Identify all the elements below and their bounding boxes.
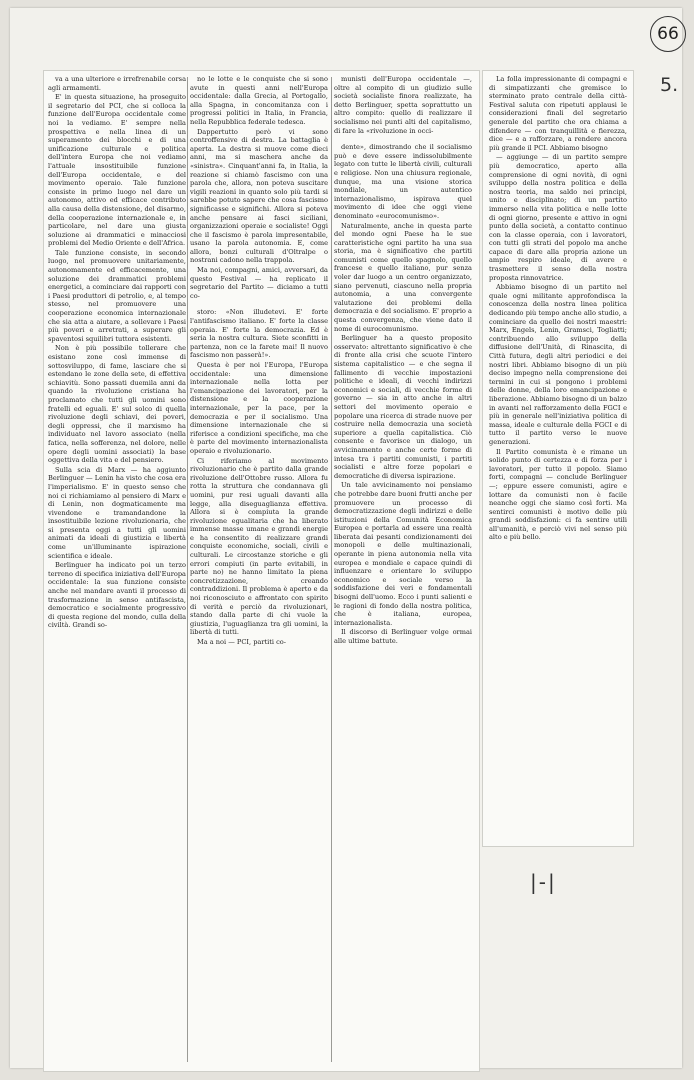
paragraph: Ci riferiamo al movimento rivoluzionario che è partito dalla grande rivoluzione dell'Ottobre russo. Allora fu rotta la struttura che condannava gli uomini, pur resi uguali davanti alla legge, alla diseguaglianza effettiva. Allora si è compiuta la grande rivoluzione egualitaria che ha liberato immense masse umane e grandi energie e ha consentito di realizzare grandi conquiste economiche, sociali, civili e culturali. Le circostanze storiche e gli errori compiuti (in parte evitabili, in parte no) ne hanno limitato la piena concretizzazione, creando contraddizioni. Il problema è aperto e da noi riconosciuto e affrontato con spirito di verità e perciò da rivoluzionari, stando dalla parte di chi vuole la giustizia, l'uguaglianza tra gli uomini, la libertà di tutti. [190,456,328,637]
paragraph: Ma a noi — PCI, partiti co- [197,638,287,646]
paragraph: E' in questa situazione, ha proseguito il segretario del PCI, che si colloca la funzione dell'Europa occidentale come noi la vediamo. E' sempre nella prospettiva e nella linea di un superamento dei blocchi e di una unificazione culturale e politica dell'intera Europa che noi vediamo l'attuale insostituibile funzione dell'Europa occidentale, e del movimento operaio. Tale funzione consiste in primo luogo nel dare un autonomo, attivo ed efficace contributo alla causa della distensione, del disarmo, della cooperazione internazionale e, in particolare, nel dare una giusta soluzione ai drammatici e minacciosi problemi del Medio Oriente e dell'Africa. [48,93,186,248]
paragraph: Dappertutto però vi sono controffensive di destra. La battaglia è aperta. La destra si muove come dieci anni, ma si maschera anche da «sinistra». Cinquant'anni fa, in Italia, la reazione si chiamò fascismo con una parola che, allora, non poteva suscitare vigili reazioni in quanto solo più tardi si sarebbe potuto sapere che cosa fascismo significasse e significhi. Allora si poteva anche pensare ai fasci siciliani, organizzazioni operaie e socialiste! Oggi che il fascismo è parola impresentabile, usano la parola autonomia. E, come allora, bonzi culturali d'Oltralpe o nostrani cadono nella trappola. [190,127,328,265]
handwritten-end-mark: |-| [530,870,557,894]
column-divider [331,77,332,1062]
newspaper-clipping-main [43,70,480,1072]
archive-sheet [10,8,682,1068]
paragraph: Naturalmente, anche in questa parte del mondo ogni Paese ha le sue caratteristiche ogni partito ha una sua storia, ma è significativo che partiti comunisti come quello spagnolo, quello francese e quello italiano, pur senza voler dar luogo a un centro organizzato, siano pervenuti, ciascuno nella propria autonomia, a una convergente valutazione dei problemi della democrazia e del socialismo. E' proprio a questa convergenza, che viene dato il nome di eurocomunismo. [334,221,472,333]
paragraph: Abbiamo bisogno di un partito nel quale ogni militante approfondisca la conoscenza della nostra linea politica dedicando più tempo anche allo studio, a cominciare da quello dei nostri maestri: Marx, Engels, Lenin, Gramsci, Togliatti; contribuendo allo sviluppo della diffusione dell'Unità, di Rinascita, di Città futura, degli altri periodici e dei nostri libri. Abbiamo bisogno di un più deciso impegno nella comprensione dei termini in cui si pongono i problemi delle donne, della loro emancipazione e liberazione. Abbiamo bisogno di un balzo in avanti nel rafforzamento della FGCI e più in generale nell'iniziativa politica di massa, ideale e culturale della FGCI e di tutto il partito verso le nuove generazioni. [489,283,627,446]
folio-mark: 5. [660,74,679,96]
newspaper-clipping-side [482,70,634,847]
paragraph: Non è più possibile tollerare che esistano zone così immense di sottosviluppo, di fame, lasciare che si estendano le zone della sete, di effettiva schiavitù. Sono passati duemila anni da quando la rivoluzione cristiana ha proclamato che tutti gli uomini sono fratelli ed eguali. E' sul solco di quella rivoluzione degli schiavi, dei poveri, degli oppressi, che il marxismo ha individuato nel lavoro associato (nella fatica, nella sofferenza, nel dolore, nelle opere degli uomini associati) la base oggettiva della vita e del pensiero. [48,344,186,465]
paragraph: Tale funzione consiste, in secondo luogo, nel promuovere unitariamente, autonomamente ed efficacemente, una soluzione dei drammatici problemi energetici, a cominciare dai rapporti con i Paesi produttori di petrolio, e, al tempo stesso, nel promuovere una cooperazione economica internazionale che sia atta a aiutare, a sollevare i Paesi più poveri e arretrati, a superare gli spaventosi squilibri tuttora esistenti. [48,248,186,343]
paragraph: — aggiunge — di un partito sempre più democratico, aperto alla comprensione di ogni novità, di ogni sviluppo della nostra politica e della nostra teoria, ma saldo nei principi, unito e disciplinato; di un partito immerso nella vita politica e nelle lotte di ogni giorno, presente e attivo in ogni punto della società, a contatto continuo con la classe operaia, con i lavoratori, con tutti gli strati del popolo ma anche capace di dare alla propria azione un ampio respiro ideale, di avere e trasmettere il senso della nostra proposta rinnovatrice. [489,153,627,282]
article-column-3 [334,75,472,1065]
column-divider [187,77,188,1062]
paragraph: munisti dell'Europa occidentale —, oltre al compito di un giudizio sulle società socialiste finora realizzate, ha detto Berlinguer, spetta soprattutto un altro compito: quello di realizzare il socialismo nei punti alti del capitalismo, di fare la «rivoluzione in occi- [334,75,472,135]
paragraph: Il discorso di Berlinguer volge ormai alle ultime battute. [334,628,472,645]
paragraph: no le lotte e le conquiste che si sono avute in questi anni nell'Europa occidentale: dalla Grecia, al Portogallo, alla Spagna, in concomitanza con i progressi politici in Italia, in Francia, nella Repubblica federale tedesca. [190,75,328,126]
page-number-circled: 66 [650,16,686,52]
paragraph: Un tale avvicinamento noi pensiamo che potrebbe dare buoni frutti anche per promuovere un processo di democratizzazione degli indirizzi e delle istituzioni della Comunità Economica Europea e portarla ad essere una realtà liberata dai pesanti condizionamenti dei monopoli e delle multinazionali, operante in piena autonomia nella vita europea e mondiale e capace quindi di influenzare e orientare lo sviluppo economico e sociale verso la soddisfazione dei veri e fondamentali bisogni dell'uomo. Ecco i punti salienti e le ragioni di fondo della nostra politica, che è italiana, europea, internazionalista. [334,481,472,627]
article-column-1 [48,75,186,1065]
article-column-2 [190,75,328,1065]
paragraph: Berlinguer ha a questo proposito osservato: altrettanto significativo è che di fronte alla crisi che scuote l'intero sistema capitalistico — e che segna il fallimento di vecchie impostazioni politiche e ideali, di vecchi indirizzi economici e sociali, di vecchie forme di governo — sia in atto anche in altri settori del movimento operaio e popolare una ricerca di strade nuove per costruire nella democrazia una società superiore a quella capitalistica. Ciò consente e favorisce un dialogo, un avvicinamento e anche certe forme di intesa tra i partiti comunisti, i partiti socialisti e altre forze popolari e democratiche di diversa ispirazione. [334,334,472,480]
article-column-4 [489,75,627,840]
paragraph: Berlinguer ha indicato poi un terzo terreno di specifica iniziativa dell'Europa occidentale: la sua funzione consiste anche nel mandare avanti il processo di trasformazione in senso antifascista, democratico e socialmente progressivo di questa regione del mondo, culla della civiltà. Grandi so- [48,561,186,630]
paragraph: storo: «Non illudetevi. E' forte l'antifascismo italiano. E' forte la classe operaia. E' forte la democrazia. Ed è seria la nostra cultura. Siete sconfitti in partenza, non ce la farete mai! Il nuovo fascismo non passerà!». [190,308,328,360]
paragraph: La folla impressionante di compagni e di simpatizzanti che gremisce lo sterminato prato centrale della città-Festival saluta con ripetuti applausi le considerazioni finali del segretario generale del partito che ora chiama a difendere — con tranquillità e fierezza, dice — e a rafforzare, a rendere ancora più grande il PCI. Abbiamo bisogno [489,75,627,152]
paragraph: dente», dimostrando che il socialismo può e deve essere indissolubilmente legato con tutte le libertà civili, culturali e religiose. Non una chiusura regionale, dunque, ma una visione storica mondiale, un autentico internazionalismo, ispirava quel movimento di idee che oggi viene denominato «eurocomunismo». [334,143,472,220]
paragraph: Ma noi, compagni, amici, avversari, da questo Festival — ha replicato il segretario del Partito — diciamo a tutti co- [190,266,328,300]
paragraph: va a una ulteriore e irrefrenabile corsa agli armamenti. [48,75,186,92]
paragraph: Questa è per noi l'Europa, l'Europa occidentale: una dimensione internazionale nella lotta per l'emancipazione dei lavoratori, per la distensione e la cooperazione internazionale, per la pace, per la democrazia e per il socialismo. Una dimensione internazionale che si riferisce a condizioni specifiche, ma che è parte del movimento internazionalista operaio e rivoluzionario. [190,361,328,455]
paragraph: Il Partito comunista è e rimane un solido punto di certezza e di forza per i lavoratori, per tutto il popolo. Siamo forti, compagni — conclude Berlinguer —; eppure essere comunisti, agire e lottare da comunisti non è facile neanche oggi che siamo così forti. Ma sentirci comunisti è motivo delle più grandi soddisfazioni: ci fa sentire utili all'umanità, e perciò vivi nel senso più alto e più bello. [489,447,627,542]
paragraph: Sulla scia di Marx — ha aggiunto Berlinguer — Lenin ha visto che cosa era l'imperialismo. E' in questo senso che noi ci richiamiamo al pensiero di Marx e di Lenin, non dogmaticamente ma vivendone e tramandandone la insostituibile lezione rivoluzionaria, che si presenta oggi a tutti gli uomini animati da ideali di giustizia e libertà come un'illuminante ispirazione scientifica e ideale. [48,465,186,560]
